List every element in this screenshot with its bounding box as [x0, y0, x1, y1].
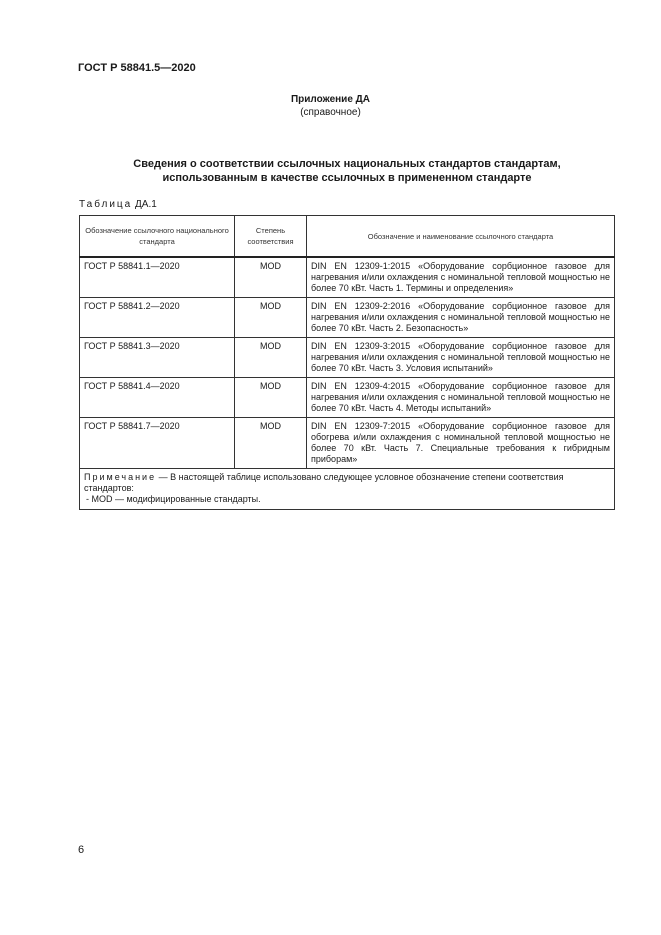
section-heading: [80, 157, 614, 185]
cell-degree: MOD: [235, 257, 307, 298]
appendix-title: Приложение ДА: [290, 94, 371, 105]
table-note: [80, 469, 615, 510]
cell-reference: DIN EN 12309-4:2015 «Оборудование сорбционное газовое для нагревания и/или охлаждения с номинальной тепловой мощностью не более 70 кВт. Часть 4. Методы испытаний»: [307, 378, 615, 418]
cell-gost: ГОСТ Р 58841.4—2020: [80, 378, 235, 418]
cell-degree: MOD: [235, 338, 307, 378]
cell-gost: ГОСТ Р 58841.1—2020: [80, 257, 235, 298]
table-caption-label: Таблица: [79, 199, 133, 210]
document-code: ГОСТ Р 58841.5—2020: [78, 62, 196, 74]
note-body: — В настоящей таблице использовано следующее условное обозначение степени соответствия стандартов:: [84, 472, 564, 493]
cell-gost: ГОСТ Р 58841.3—2020: [80, 338, 235, 378]
table-header-row: [80, 216, 615, 258]
note-item: - MOD — модифицированные стандарты.: [86, 494, 261, 504]
section-heading-line1: Сведения о соответствии ссылочных национальных стандартов стандартам,: [133, 158, 561, 170]
section-heading-line2: использованным в качестве ссылочных в примененном стандарте: [162, 172, 532, 184]
note-text: [84, 472, 610, 494]
table-row: [80, 418, 615, 469]
table-row: [80, 257, 615, 298]
note-label: Примечание: [84, 472, 157, 482]
cell-reference: DIN EN 12309-1:2015 «Оборудование сорбционное газовое для нагревания и/или охлаждения с номинальной тепловой мощностью не более 70 кВт. Часть 1. Термины и определения»: [307, 257, 615, 298]
header-reference-standard: Обозначение и наименование ссылочного стандарта: [307, 216, 615, 258]
appendix-subtitle: (справочное): [300, 107, 361, 118]
cell-reference: DIN EN 12309-7:2015 «Оборудование сорбционное газовое для обогрева и/или охлаждения с номинальной тепловой мощностью не более 70 кВт. Часть 7. Специальные требования к гибридным приборам»: [307, 418, 615, 469]
cell-gost: ГОСТ Р 58841.7—2020: [80, 418, 235, 469]
cell-degree: MOD: [235, 418, 307, 469]
cell-gost: ГОСТ Р 58841.2—2020: [80, 298, 235, 338]
table-row: [80, 378, 615, 418]
table-caption-number: ДА.1: [135, 199, 157, 210]
correspondence-table: [79, 215, 615, 510]
appendix-heading: [0, 93, 661, 119]
table-caption: [79, 199, 157, 210]
cell-reference: DIN EN 12309-2:2016 «Оборудование сорбционное газовое для нагревания и/или охлаждения с номинальной тепловой мощностью не более 70 кВт. Часть 2. Безопасность»: [307, 298, 615, 338]
cell-reference: DIN EN 12309-3:2015 «Оборудование сорбционное газовое для нагревания и/или охлаждения с номинальной тепловой мощностью не более 70 кВт. Часть 3. Условия испытаний»: [307, 338, 615, 378]
table-note-row: [80, 469, 615, 510]
cell-degree: MOD: [235, 298, 307, 338]
cell-degree: MOD: [235, 378, 307, 418]
page-number: 6: [78, 844, 85, 856]
table-row: [80, 338, 615, 378]
table-row: [80, 298, 615, 338]
header-national-standard: Обозначение ссылочного национального стандарта: [80, 216, 235, 258]
header-degree: Степень соответствия: [235, 216, 307, 258]
